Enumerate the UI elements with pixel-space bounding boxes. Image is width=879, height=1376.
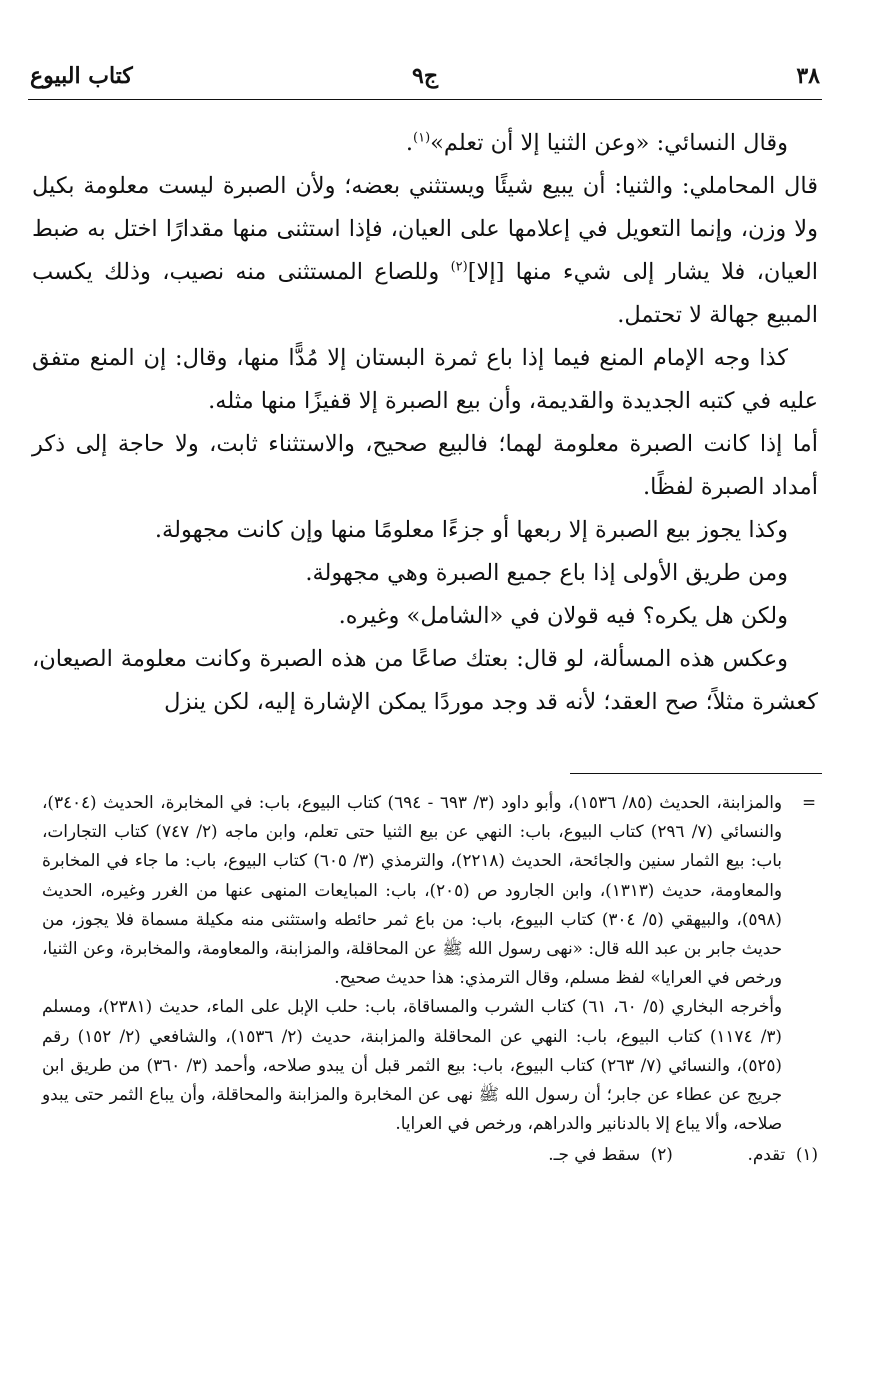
paragraph: قال المحاملي: والثنيا: أن يبيع شيئًا ويستثني بعضه؛ ولأن الصبرة ليست معلومة بكيل ولا وزن، وإنما التعويل في إعلامها على العيان، فإذا استثنى منها مقدارًا اختل به ضبط العيان، فلا يشار إلى شيء منها [إلا]$^{(٢)}$ وللصاع المستثنى منه نصيب، وذلك يكسب المبيع جهالة لا تحتمل. <box>32 173 818 328</box>
paragraph: ومن طريق الأولى إذا باع جميع الصبرة وهي مجهولة. <box>305 560 788 586</box>
footnote-continuation: وأخرجه البخاري (٥/ ٦٠، ٦١) كتاب الشرب والمساقاة، باب: حلب الإبل على الماء، حديث (٢٣٨١)، ومسلم (٣/ ١١٧٤) كتاب البيوع، باب: النهي عن المحاقلة والمزابنة، حديث (٢/ ١٥٣٦)، والشافعي (٢/ ١٥٢) رقم (٥٢٥)، والنسائي (٧/ ٢٦٣) كتاب البيوع، باب: بيع الثمر قبل أن يبدو صلاحه، وأحمد (٣/ ٣٦٠) من طريق ابن جريج عن عطاء عن جابر؛ أن رسول الله ﷺ نهى عن المخابرة والمزابنة والمحاقلة، وأن يباع الثمر حتى يبدو صلاحه، وألا يباع إلا بالدنانير والدراهم، ورخص في العرايا. <box>42 996 782 1134</box>
footnote-divider <box>570 773 822 774</box>
running-header <box>30 56 820 96</box>
book-title: كتاب البيوع <box>30 63 133 89</box>
continuation-mark: = <box>801 792 816 812</box>
paragraph: وكذا يجوز بيع الصبرة إلا ربعها أو جزءًا معلومًا منها وإن كانت مجهولة. <box>154 517 788 543</box>
page-number: ٣٨ <box>796 63 820 89</box>
volume-label: ج٩ <box>411 63 439 89</box>
paragraph: ولكن هل يكره؟ فيه قولان في «الشامل» وغيره. <box>338 603 788 629</box>
footnote-spacer <box>673 1140 748 1169</box>
paragraph: وعكس هذه المسألة، لو قال: بعتك صاعًا من هذه الصبرة وكانت معلومة الصيعان، كعشرة مثلاً؛ صح العقد؛ لأنه قد وجد موردًا يمكن الإشارة إليه، لكن ينزل <box>32 646 818 715</box>
header-divider <box>28 99 822 100</box>
paragraph: كذا وجه الإمام المنع فيما إذا باع ثمرة البستان إلا مُدًّا منها، وقال: إن المنع متفق عليه في كتبه الجديدة والقديمة، وأن بيع الصبرة إلا قفيزًا منها مثله. <box>32 345 818 414</box>
footnote-continuation: = والمزابنة، الحديث (٨٥/ ١٥٣٦)، وأبو داود (٣/ ٦٩٣ - ٦٩٤) كتاب البيوع، باب: في المخابرة، الحديث (٣٤٠٤)، والنسائي (٧/ ٢٩٦) كتاب البيوع، باب: النهي عن بيع الثنيا حتى تعلم، وابن ماجه (٢/ ٧٤٧) كتاب التجارات، باب: بيع الثمار سنين والجائحة، الحديث (٢٢١٨)، والترمذي (٣/ ٦٠٥) كتاب البيوع، باب: ما جاء في المخابرة والمعاومة، حديث (١٣١٣)، وابن الجارود ص (٢٠٥)، باب: المبايعات المنهى عنها من الغرر وغيره، الحديث (٥٩٨)، والبيهقي (٥/ ٣٠٤) كتاب البيوع، باب: من باع ثمر حائطه واستثنى منه مكيلة مسماة فلا يجوز، من حديث جابر بن عبد الله قال: «نهى رسول الله ﷺ عن المحاقلة، والمزابنة، والمعاومة، والمخابرة، وعن الثنيا، ورخص في العرايا» لفظ مسلم، وقال الترمذي: هذا حديث صحيح. <box>42 788 818 992</box>
footnote-ref: (٢) <box>450 259 468 275</box>
footnotes <box>42 788 818 1170</box>
footnote-list <box>42 1140 818 1169</box>
footnote-1: (١) تقدم. <box>747 1144 818 1165</box>
main-text <box>32 122 818 724</box>
paragraph: وقال النسائي: «وعن الثنيا إلا أن تعلم»$^{(١)}$. <box>405 130 788 156</box>
footnote-2: (٢) سقط في جـ. <box>548 1144 673 1165</box>
footnote-ref: (١) <box>413 130 431 146</box>
paragraph: أما إذا كانت الصبرة معلومة لهما؛ فالبيع صحيح، والاستثناء ثابت، ولا حاجة إلى ذكر أمداد الصبرة لفظًا. <box>32 431 818 500</box>
